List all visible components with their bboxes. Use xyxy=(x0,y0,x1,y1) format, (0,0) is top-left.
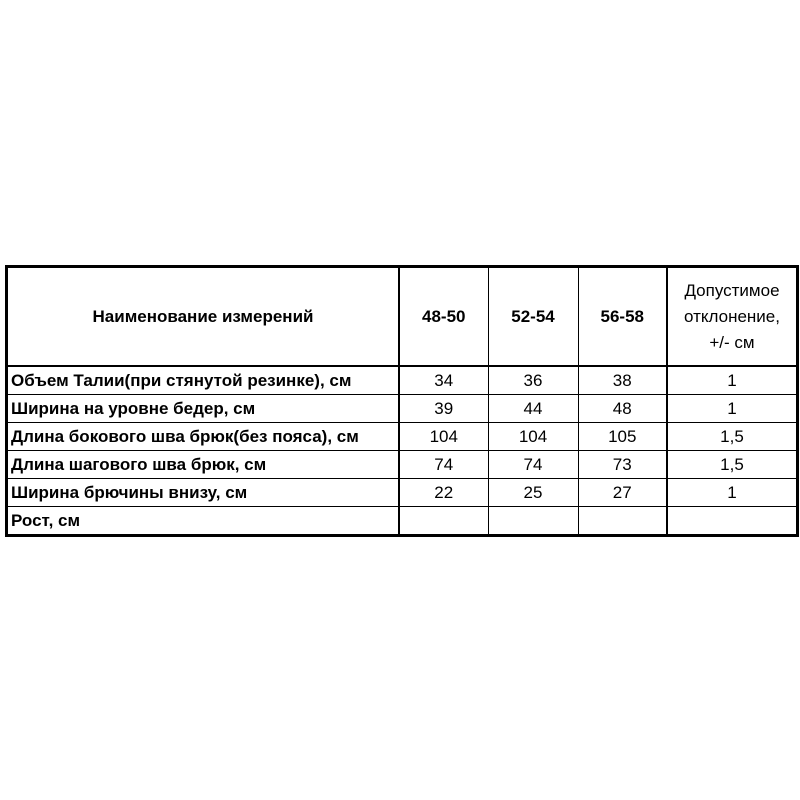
tolerance-cell xyxy=(667,507,797,536)
size-chart-table xyxy=(6,266,798,536)
row-name: Объем Талии(при стянутой резинке), см xyxy=(7,366,399,395)
tolerance-cell: 1,5 xyxy=(667,451,797,479)
row-name: Длина шагового шва брюк, см xyxy=(7,451,399,479)
tolerance-cell: 1 xyxy=(667,366,797,395)
value-cell xyxy=(578,507,667,536)
value-cell: 34 xyxy=(399,366,488,395)
value-cell: 105 xyxy=(578,423,667,451)
row-name: Рост, см xyxy=(7,507,399,536)
table-row xyxy=(7,366,797,395)
row-name: Длина бокового шва брюк(без пояса), см xyxy=(7,423,399,451)
table-row xyxy=(7,451,797,479)
tolerance-cell: 1 xyxy=(667,395,797,423)
value-cell: 25 xyxy=(488,479,578,507)
size-chart-sheet xyxy=(6,266,796,536)
tolerance-cell: 1 xyxy=(667,479,797,507)
value-cell: 27 xyxy=(578,479,667,507)
row-name: Ширина на уровне бедер, см xyxy=(7,395,399,423)
row-name: Ширина брючины внизу, см xyxy=(7,479,399,507)
value-cell: 104 xyxy=(488,423,578,451)
table-row xyxy=(7,423,797,451)
tolerance-cell: 1,5 xyxy=(667,423,797,451)
value-cell: 74 xyxy=(399,451,488,479)
table-row xyxy=(7,395,797,423)
header-tolerance-line-1: Допустимое xyxy=(684,280,780,300)
value-cell: 74 xyxy=(488,451,578,479)
value-cell: 39 xyxy=(399,395,488,423)
table-row xyxy=(7,479,797,507)
value-cell: 44 xyxy=(488,395,578,423)
value-cell xyxy=(399,507,488,536)
value-cell: 36 xyxy=(488,366,578,395)
header-tolerance xyxy=(667,267,797,366)
header-measurement-name: Наименование измерений xyxy=(7,267,399,366)
value-cell: 104 xyxy=(399,423,488,451)
header-row xyxy=(7,267,797,366)
value-cell: 22 xyxy=(399,479,488,507)
header-tolerance-line-2: отклонение, xyxy=(684,306,780,326)
value-cell: 48 xyxy=(578,395,667,423)
value-cell: 38 xyxy=(578,366,667,395)
header-size-56-58: 56-58 xyxy=(578,267,667,366)
value-cell xyxy=(488,507,578,536)
header-tolerance-line-3: +/- см xyxy=(709,332,755,352)
header-size-52-54: 52-54 xyxy=(488,267,578,366)
header-size-48-50: 48-50 xyxy=(399,267,488,366)
table-row xyxy=(7,507,797,536)
value-cell: 73 xyxy=(578,451,667,479)
